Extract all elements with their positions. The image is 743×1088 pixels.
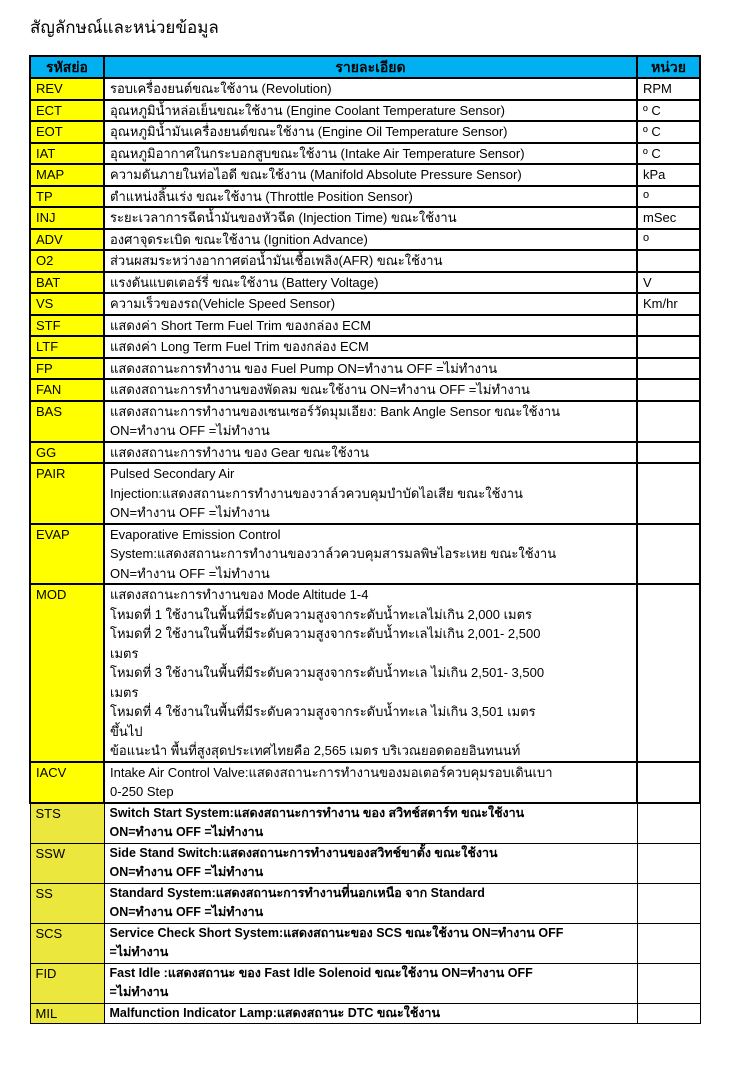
- table-row: [30, 143, 700, 165]
- table-row: [30, 358, 700, 380]
- table-row: [30, 315, 700, 337]
- table-row: [30, 186, 700, 208]
- description-line: เมตร: [110, 684, 139, 700]
- row-description: [104, 186, 637, 208]
- row-description: [104, 524, 637, 585]
- row-unit: [637, 442, 700, 464]
- description-line: โหมดที่ 2 ใช้งานในพื้นที่มีระดับความสูงจากระดับน้ำทะเลไม่เกิน 2,001- 2,500: [110, 626, 541, 641]
- row-code: PAIR: [30, 463, 104, 524]
- symbols-units-table: [29, 55, 701, 1024]
- header-code: รหัสย่อ: [30, 56, 104, 78]
- row-unit: [637, 963, 700, 1003]
- row-unit: [637, 843, 700, 883]
- table-row: [30, 963, 700, 1003]
- row-unit: º C: [637, 100, 700, 122]
- table-row: [30, 78, 700, 100]
- row-code: ECT: [30, 100, 104, 122]
- table-row: [30, 272, 700, 294]
- description-line: ความดันภายในท่อไอดี ขณะใช้งาน (Manifold Absolute Pressure Sensor): [110, 167, 522, 182]
- row-unit: [637, 379, 700, 401]
- row-unit: [637, 762, 700, 803]
- description-line: Side Stand Switch:แสดงสถานะการทำงานของสวิทช์ขาตั้ง ขณะใช้งาน: [109, 845, 498, 860]
- description-line: อุณหภูมิน้ำมันเครื่องยนต์ขณะใช้งาน (Engine Oil Temperature Sensor): [110, 124, 508, 139]
- table-row: [30, 463, 700, 524]
- table-row: [30, 401, 700, 442]
- row-description: [104, 463, 637, 524]
- row-code: ADV: [30, 229, 104, 251]
- description-line: แสดงสถานะการทำงาน ของ Fuel Pump ON=ทำงาน OFF =ไม่ทำงาน: [110, 360, 498, 376]
- row-unit: [637, 923, 700, 963]
- row-unit: o: [637, 186, 700, 208]
- description-line: ON=ทำงาน OFF =ไม่ทำงาน: [109, 905, 264, 919]
- row-description: [104, 358, 637, 380]
- row-description: [104, 336, 637, 358]
- row-unit: [637, 524, 700, 585]
- table-row: [30, 762, 700, 803]
- row-code: INJ: [30, 207, 104, 229]
- description-line: โหมดที่ 1 ใช้งานในพื้นที่มีระดับความสูงจากระดับน้ำทะเลไม่เกิน 2,000 เมตร: [110, 606, 533, 622]
- description-line: ขึ้นไป: [110, 723, 143, 739]
- row-code: VS: [30, 293, 104, 315]
- table-row: [30, 923, 700, 963]
- table-row: [30, 121, 700, 143]
- row-unit: Km/hr: [637, 293, 700, 315]
- description-line: ON=ทำงาน OFF =ไม่ทำงาน: [109, 825, 264, 839]
- row-description: [104, 963, 637, 1003]
- table-row: [30, 442, 700, 464]
- description-line: ตำแหน่งลิ้นเร่ง ขณะใช้งาน (Throttle Position Sensor): [110, 188, 413, 204]
- row-description: [104, 100, 637, 122]
- row-code: STF: [30, 315, 104, 337]
- row-unit: [637, 250, 700, 272]
- row-unit: º C: [637, 121, 700, 143]
- row-code: IAT: [30, 143, 104, 165]
- row-description: [104, 1003, 637, 1024]
- table-row: [30, 250, 700, 272]
- description-line: แสดงสถานะการทำงาน ของ Gear ขณะใช้งาน: [110, 444, 370, 460]
- description-line: Standard System:แสดงสถานะการทำงานที่นอกเหนือ จาก Standard: [109, 885, 485, 900]
- row-code: BAT: [30, 272, 104, 294]
- table-row: [30, 207, 700, 229]
- description-line: Injection:แสดงสถานะการทำงานของวาล์วควบคุมบำบัดไอเสีย ขณะใช้งาน: [110, 485, 523, 501]
- table-body: [30, 78, 700, 1024]
- row-code: SS: [30, 883, 104, 923]
- row-unit: [637, 1003, 700, 1024]
- row-unit: [637, 315, 700, 337]
- description-line: ON=ทำงาน OFF =ไม่ทำงาน: [110, 423, 270, 438]
- row-code: MOD: [30, 584, 104, 762]
- row-unit: o: [637, 229, 700, 251]
- row-code: SCS: [30, 923, 104, 963]
- row-description: [104, 803, 637, 844]
- description-line: โหมดที่ 4 ใช้งานในพื้นที่มีระดับความสูงจากระดับน้ำทะเล ไม่เกิน 3,501 เมตร: [110, 704, 536, 719]
- row-code: MAP: [30, 164, 104, 186]
- row-description: [104, 164, 637, 186]
- description-line: Switch Start System:แสดงสถานะการทำงาน ของ สวิทช์สตาร์ท ขณะใช้งาน: [109, 805, 525, 820]
- row-unit: RPM: [637, 78, 700, 100]
- row-code: SSW: [30, 843, 104, 883]
- description-line: เมตร: [110, 645, 139, 661]
- row-unit: [637, 883, 700, 923]
- row-description: [104, 207, 637, 229]
- row-unit: º C: [637, 143, 700, 165]
- description-line: Service Check Short System:แสดงสถานะของ SCS ขณะใช้งาน ON=ทำงาน OFF: [109, 925, 564, 940]
- description-line: แสดงสถานะการทำงานของ Mode Altitude 1-4: [110, 587, 369, 602]
- description-line: Fast Idle :แสดงสถานะ ของ Fast Idle Solenoid ขณะใช้งาน ON=ทำงาน OFF: [109, 965, 533, 980]
- row-code: TP: [30, 186, 104, 208]
- row-code: EOT: [30, 121, 104, 143]
- row-description: [104, 229, 637, 251]
- table-row: [30, 164, 700, 186]
- description-line: Malfunction Indicator Lamp:แสดงสถานะ DTC ขณะใช้งาน: [109, 1005, 440, 1020]
- row-code: EVAP: [30, 524, 104, 585]
- description-line: แสดงสถานะการทำงานของพัดลม ขณะใช้งาน ON=ทำงาน OFF =ไม่ทำงาน: [110, 382, 530, 397]
- row-description: [104, 379, 637, 401]
- row-unit: [637, 584, 700, 762]
- row-code: FP: [30, 358, 104, 380]
- row-unit: [637, 463, 700, 524]
- description-line: =ไม่ทำงาน: [109, 985, 169, 999]
- row-code: FAN: [30, 379, 104, 401]
- row-description: [104, 78, 637, 100]
- description-line: แสดงสถานะการทำงานของเซนเซอร์วัดมุมเอียง: Bank Angle Sensor ขณะใช้งาน: [110, 403, 561, 419]
- row-description: [104, 584, 637, 762]
- table-row: [30, 336, 700, 358]
- description-line: อุณหภูมิน้ำหล่อเย็นขณะใช้งาน (Engine Coolant Temperature Sensor): [110, 102, 506, 118]
- table-row: [30, 803, 700, 844]
- description-line: แสดงค่า Long Term Fuel Trim ของกล่อง ECM: [110, 339, 369, 354]
- row-description: [104, 401, 637, 442]
- row-description: [104, 121, 637, 143]
- row-code: BAS: [30, 401, 104, 442]
- row-code: GG: [30, 442, 104, 464]
- description-line: รอบเครื่องยนต์ขณะใช้งาน (Revolution): [110, 81, 332, 96]
- row-description: [104, 250, 637, 272]
- row-unit: V: [637, 272, 700, 294]
- row-code: O2: [30, 250, 104, 272]
- row-code: STS: [30, 803, 104, 844]
- description-line: ข้อแนะนำ พื้นที่สูงสุดประเทศไทยคือ 2,565 เมตร บริเวณยอดดอยอินทนนท์: [110, 743, 521, 758]
- description-line: ส่วนผสมระหว่างอากาศต่อน้ำมันเชื้อเพลิง(AFR) ขณะใช้งาน: [110, 253, 443, 268]
- row-description: [104, 923, 637, 963]
- header-description: รายละเอียด: [104, 56, 637, 78]
- row-code: LTF: [30, 336, 104, 358]
- table-row: [30, 229, 700, 251]
- description-line: โหมดที่ 3 ใช้งานในพื้นที่มีระดับความสูงจากระดับน้ำทะเล ไม่เกิน 2,501- 3,500: [110, 665, 545, 680]
- description-line: Evaporative Emission Control: [110, 526, 281, 542]
- page-title: สัญลักษณ์และหน่วยข้อมูล: [30, 18, 219, 37]
- description-line: ความเร็วของรถ(Vehicle Speed Sensor): [110, 296, 336, 311]
- row-unit: [637, 358, 700, 380]
- header-unit: หน่วย: [637, 56, 700, 78]
- description-line: 0-250 Step: [110, 784, 174, 799]
- table-row: [30, 100, 700, 122]
- description-line: องศาจุดระเบิด ขณะใช้งาน (Ignition Advance): [110, 231, 368, 247]
- description-line: แสดงค่า Short Term Fuel Trim ของกล่อง ECM: [110, 317, 371, 333]
- row-description: [104, 315, 637, 337]
- description-line: System:แสดงสถานะการทำงานของวาล์วควบคุมสารมลพิษไอระเหย ขณะใช้งาน: [110, 546, 557, 561]
- table-header-row: [30, 56, 700, 78]
- row-description: [104, 143, 637, 165]
- row-code: MIL: [30, 1003, 104, 1024]
- row-description: [104, 843, 637, 883]
- table-row: [30, 379, 700, 401]
- description-line: ON=ทำงาน OFF =ไม่ทำงาน: [110, 565, 270, 581]
- row-code: REV: [30, 78, 104, 100]
- row-code: IACV: [30, 762, 104, 803]
- description-line: ระยะเวลาการฉีดน้ำมันของหัวฉีด (Injection Time) ขณะใช้งาน: [110, 210, 457, 225]
- table-row: [30, 293, 700, 315]
- row-code: FID: [30, 963, 104, 1003]
- row-description: [104, 272, 637, 294]
- table-row: [30, 843, 700, 883]
- description-line: ON=ทำงาน OFF =ไม่ทำงาน: [109, 865, 264, 879]
- description-line: Intake Air Control Valve:แสดงสถานะการทำงานของมอเตอร์ควบคุมรอบเดินเบา: [110, 764, 553, 780]
- row-description: [104, 442, 637, 464]
- description-line: แรงดันแบตเตอร์รี่ ขณะใช้งาน (Battery Voltage): [110, 274, 379, 290]
- table-row: [30, 883, 700, 923]
- description-line: ON=ทำงาน OFF =ไม่ทำงาน: [110, 505, 270, 520]
- description-line: Pulsed Secondary Air: [110, 466, 235, 481]
- description-line: =ไม่ทำงาน: [109, 945, 169, 959]
- row-description: [104, 762, 637, 803]
- table-row: [30, 1003, 700, 1024]
- description-line: อุณหภูมิอากาศในกระบอกสูบขณะใช้งาน (Intake Air Temperature Sensor): [110, 145, 525, 161]
- row-unit: [637, 401, 700, 442]
- row-unit: mSec: [637, 207, 700, 229]
- row-description: [104, 293, 637, 315]
- row-description: [104, 883, 637, 923]
- table-row: [30, 524, 700, 585]
- row-unit: [637, 803, 700, 844]
- row-unit: kPa: [637, 164, 700, 186]
- row-unit: [637, 336, 700, 358]
- table-row: [30, 584, 700, 762]
